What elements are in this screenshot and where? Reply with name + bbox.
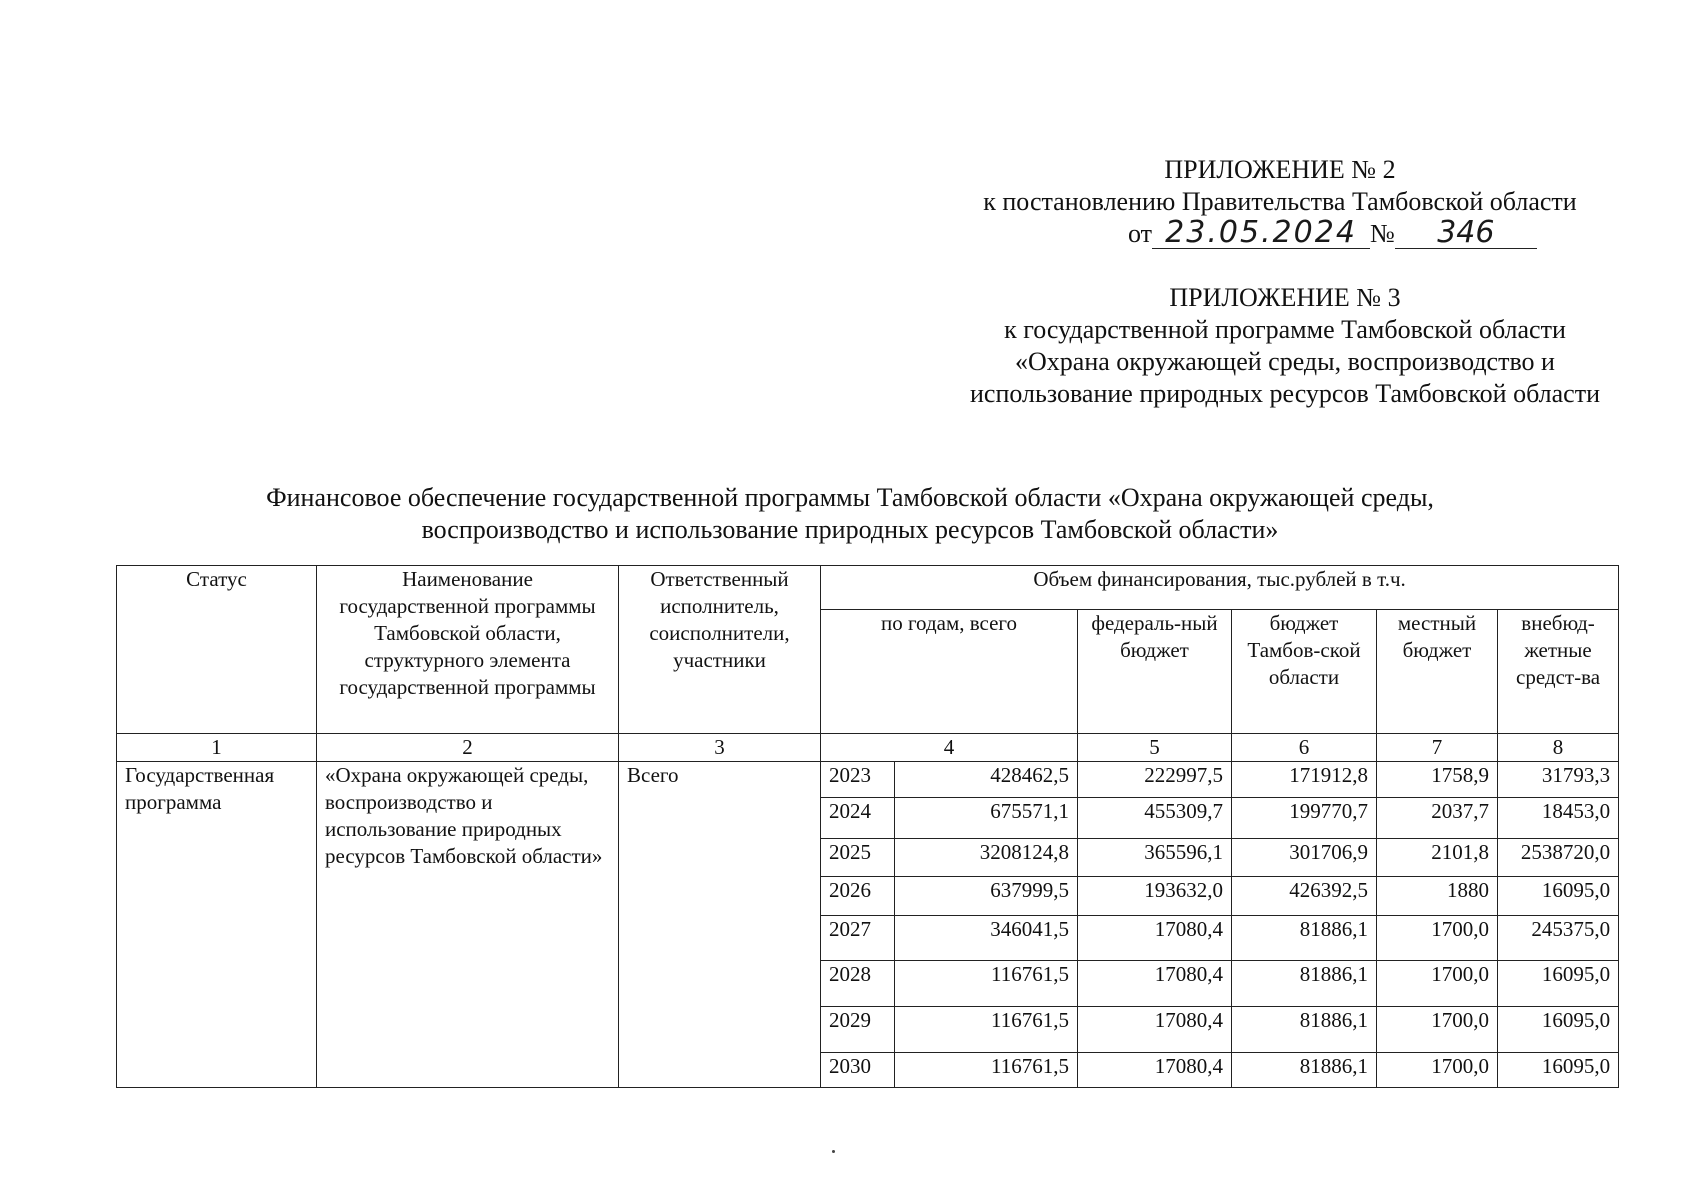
decree-date-line [1128, 215, 1537, 250]
col-number: 7 [1377, 734, 1498, 762]
federal-value-cell: 193632,0 [1078, 877, 1232, 916]
local-value-cell: 1700,0 [1377, 916, 1498, 961]
table-title-line-1: Финансовое обеспечение государственной программы Тамбовской области «Охрана окружающей среды, [266, 483, 1434, 512]
regional-value-cell: 81886,1 [1232, 961, 1377, 1007]
date-prefix: от [1128, 219, 1153, 248]
local-value-cell: 1758,9 [1377, 762, 1498, 798]
appendix-2-header [900, 154, 1660, 218]
regional-value-cell: 81886,1 [1232, 1007, 1377, 1053]
local-value-cell: 1700,0 [1377, 1007, 1498, 1053]
header-regional: бюджет Тамбов-ской области [1232, 610, 1377, 734]
local-value-cell: 1700,0 [1377, 1053, 1498, 1088]
local-value-cell: 1700,0 [1377, 961, 1498, 1007]
col-number: 3 [619, 734, 821, 762]
table-title-line-2: воспроизводство и использование природных ресурсов Тамбовской области» [421, 515, 1279, 544]
handwritten-number: 346 [1395, 218, 1537, 249]
extra-value-cell: 16095,0 [1498, 961, 1619, 1007]
regional-value-cell: 199770,7 [1232, 798, 1377, 839]
header-local: местный бюджет [1377, 610, 1498, 734]
header-federal: федераль-ный бюджет [1078, 610, 1232, 734]
col-number: 8 [1498, 734, 1619, 762]
status-cell: Государственная программа [117, 762, 317, 1088]
extra-value-cell: 245375,0 [1498, 916, 1619, 961]
appendix-2-line: к постановлению Правительства Тамбовской области [983, 187, 1577, 216]
year-cell: 2026 [821, 877, 895, 916]
total-value-cell: 346041,5 [895, 916, 1078, 961]
header-extra-budget: внебюд-жетные средст-ва [1498, 610, 1619, 734]
year-cell: 2030 [821, 1053, 895, 1088]
extra-value-cell: 16095,0 [1498, 1053, 1619, 1088]
total-value-cell: 637999,5 [895, 877, 1078, 916]
header-by-years: по годам, всего [821, 610, 1078, 734]
col-number: 6 [1232, 734, 1377, 762]
scan-speck [832, 1150, 835, 1153]
col-number: 5 [1078, 734, 1232, 762]
appendix-2-title: ПРИЛОЖЕНИЕ № 2 [1164, 155, 1396, 184]
handwritten-date: 23.05.2024 [1152, 218, 1370, 249]
header-program-name: Наименование государственной программы Тамбовской области, структурного элемента государственной программы [317, 566, 619, 734]
year-cell: 2028 [821, 961, 895, 1007]
total-value-cell: 675571,1 [895, 798, 1078, 839]
regional-value-cell: 171912,8 [1232, 762, 1377, 798]
year-cell: 2025 [821, 839, 895, 877]
regional-value-cell: 81886,1 [1232, 1053, 1377, 1088]
program-name-cell: «Охрана окружающей среды, воспроизводство и использование природных ресурсов Тамбовской области» [317, 762, 619, 1088]
col-number: 1 [117, 734, 317, 762]
year-cell: 2029 [821, 1007, 895, 1053]
federal-value-cell: 17080,4 [1078, 1053, 1232, 1088]
number-prefix: № [1370, 219, 1395, 248]
federal-value-cell: 222997,5 [1078, 762, 1232, 798]
extra-value-cell: 2538720,0 [1498, 839, 1619, 877]
appendix-3-line-3: использование природных ресурсов Тамбовской области [970, 379, 1600, 408]
year-cell: 2023 [821, 762, 895, 798]
extra-value-cell: 18453,0 [1498, 798, 1619, 839]
total-value-cell: 428462,5 [895, 762, 1078, 798]
regional-value-cell: 81886,1 [1232, 916, 1377, 961]
col-number: 4 [821, 734, 1078, 762]
header-executor: Ответственный исполнитель, соисполнители, участники [619, 566, 821, 734]
header-financing-volume: Объем финансирования, тыс.рублей в т.ч. [821, 566, 1619, 610]
federal-value-cell: 17080,4 [1078, 916, 1232, 961]
appendix-3-line-1: к государственной программе Тамбовской области [1004, 315, 1566, 344]
header-status: Статус [117, 566, 317, 734]
financing-table [116, 565, 1619, 1088]
appendix-3-title: ПРИЛОЖЕНИЕ № 3 [1169, 283, 1401, 312]
local-value-cell: 2037,7 [1377, 798, 1498, 839]
total-value-cell: 3208124,8 [895, 839, 1078, 877]
appendix-3-line-2: «Охрана окружающей среды, воспроизводство и [1015, 347, 1555, 376]
total-value-cell: 116761,5 [895, 1053, 1078, 1088]
table-row [117, 762, 1619, 798]
year-cell: 2024 [821, 798, 895, 839]
regional-value-cell: 426392,5 [1232, 877, 1377, 916]
regional-value-cell: 301706,9 [1232, 839, 1377, 877]
federal-value-cell: 455309,7 [1078, 798, 1232, 839]
total-value-cell: 116761,5 [895, 1007, 1078, 1053]
col-number: 2 [317, 734, 619, 762]
executor-cell: Всего [619, 762, 821, 1088]
extra-value-cell: 31793,3 [1498, 762, 1619, 798]
local-value-cell: 1880 [1377, 877, 1498, 916]
local-value-cell: 2101,8 [1377, 839, 1498, 877]
table-title [180, 482, 1520, 546]
federal-value-cell: 17080,4 [1078, 1007, 1232, 1053]
federal-value-cell: 17080,4 [1078, 961, 1232, 1007]
extra-value-cell: 16095,0 [1498, 1007, 1619, 1053]
extra-value-cell: 16095,0 [1498, 877, 1619, 916]
appendix-3-header [905, 282, 1665, 410]
federal-value-cell: 365596,1 [1078, 839, 1232, 877]
year-cell: 2027 [821, 916, 895, 961]
total-value-cell: 116761,5 [895, 961, 1078, 1007]
